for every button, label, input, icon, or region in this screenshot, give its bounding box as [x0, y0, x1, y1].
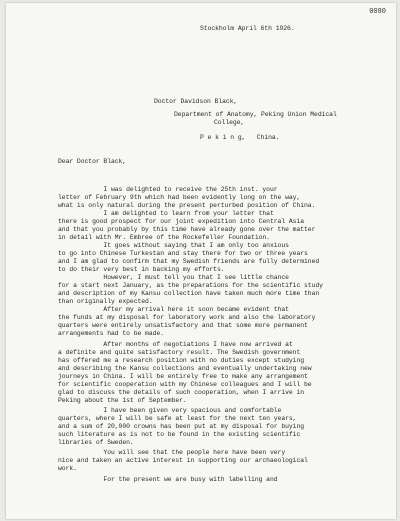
body-line: what is only natural during the present perturbed position of China.: [58, 202, 316, 209]
body-line: there is good prospect for our joint expedition into Central Asia: [58, 218, 305, 225]
body-line: and I am glad to confirm that my Swedish friends are fully determined: [58, 258, 320, 265]
body-line: However, I must tell you that I see little chance: [58, 274, 289, 281]
body-line: I have been given very spacious and comfortable: [58, 407, 282, 414]
body-line: work.: [58, 465, 77, 472]
letter-page: [6, 3, 396, 519]
body-line: It goes without saying that I am only too anxious: [58, 242, 289, 249]
body-line: and a sum of 20,000 crowns has been put at my disposal for buying: [58, 423, 305, 430]
body-line: and describing the Kansu collections and eventually undertaking new: [58, 365, 312, 372]
body-line: in detail with Mr. Embree of the Rockefeller Foundation.: [58, 234, 270, 241]
body-line: arrangements had to be made.: [58, 330, 164, 337]
body-line: journeys in China. I will be entirely free to make any arrangement: [58, 373, 308, 380]
date-line: Stockholm April 6th 1926.: [200, 25, 295, 32]
body-line: quarters, where I will be safe at least for the next ten years,: [58, 415, 297, 422]
body-line: For the present we are busy with labelling and: [58, 476, 278, 483]
body-line: I am delighted to learn from your letter that: [58, 210, 274, 217]
recipient-department-cont: College,: [214, 119, 245, 126]
recipient-name: Doctor Davidson Black,: [154, 98, 238, 105]
recipient-department: Department of Anatomy, Peking Union Medical: [174, 111, 337, 118]
body-line: has offered me a research position with no duties except studying: [58, 357, 305, 364]
body-line: letter of February 9th which had been evidently long on the way,: [58, 194, 301, 201]
body-line: for scientific cooperation with my Chinese colleagues and I will be: [58, 381, 312, 388]
body-line: to do their very best in backing my efforts.: [58, 266, 225, 273]
body-line: than originally expected.: [58, 298, 153, 305]
body-line: libraries of Sweden.: [58, 439, 134, 446]
body-line: the funds at my disposal for laboratory work and also the laboratory: [58, 314, 316, 321]
body-line: After months of negotiations I have now arrived at: [58, 341, 293, 348]
body-line: I was delighted to receive the 25th inst. your: [58, 186, 278, 193]
salutation: Dear Doctor Black,: [58, 158, 127, 165]
body-line: quarters were entirely unsatisfactory and that some more permanent: [58, 322, 308, 329]
body-line: After my arrival here it soon became evident that: [58, 306, 289, 313]
body-line: You will see that the people here have been very: [58, 449, 286, 456]
body-line: for a start next January, as the preparations for the scientific study: [58, 282, 323, 289]
document-number: 0080: [369, 8, 386, 16]
body-line: such literature as is not to be found in the existing scientific: [58, 431, 301, 438]
body-line: and that you probably by this time have already gone over the matter: [58, 226, 316, 233]
body-line: to go into Chinese Turkestan and stay there for two or three years: [58, 250, 308, 257]
body-line: glad to discuss the details of such cooperation, when I arrive in: [58, 389, 305, 396]
body-line: Peking about the 1st of September.: [58, 397, 187, 404]
body-line: nice and taken an active interest in supporting our archaeological: [58, 457, 308, 464]
body-line: a definite and quite satisfactory result. The Swedish government: [58, 349, 301, 356]
body-line: and description of my Kansu collection have taken much more time than: [58, 290, 320, 297]
recipient-city: P e k i n g, China.: [200, 134, 280, 141]
